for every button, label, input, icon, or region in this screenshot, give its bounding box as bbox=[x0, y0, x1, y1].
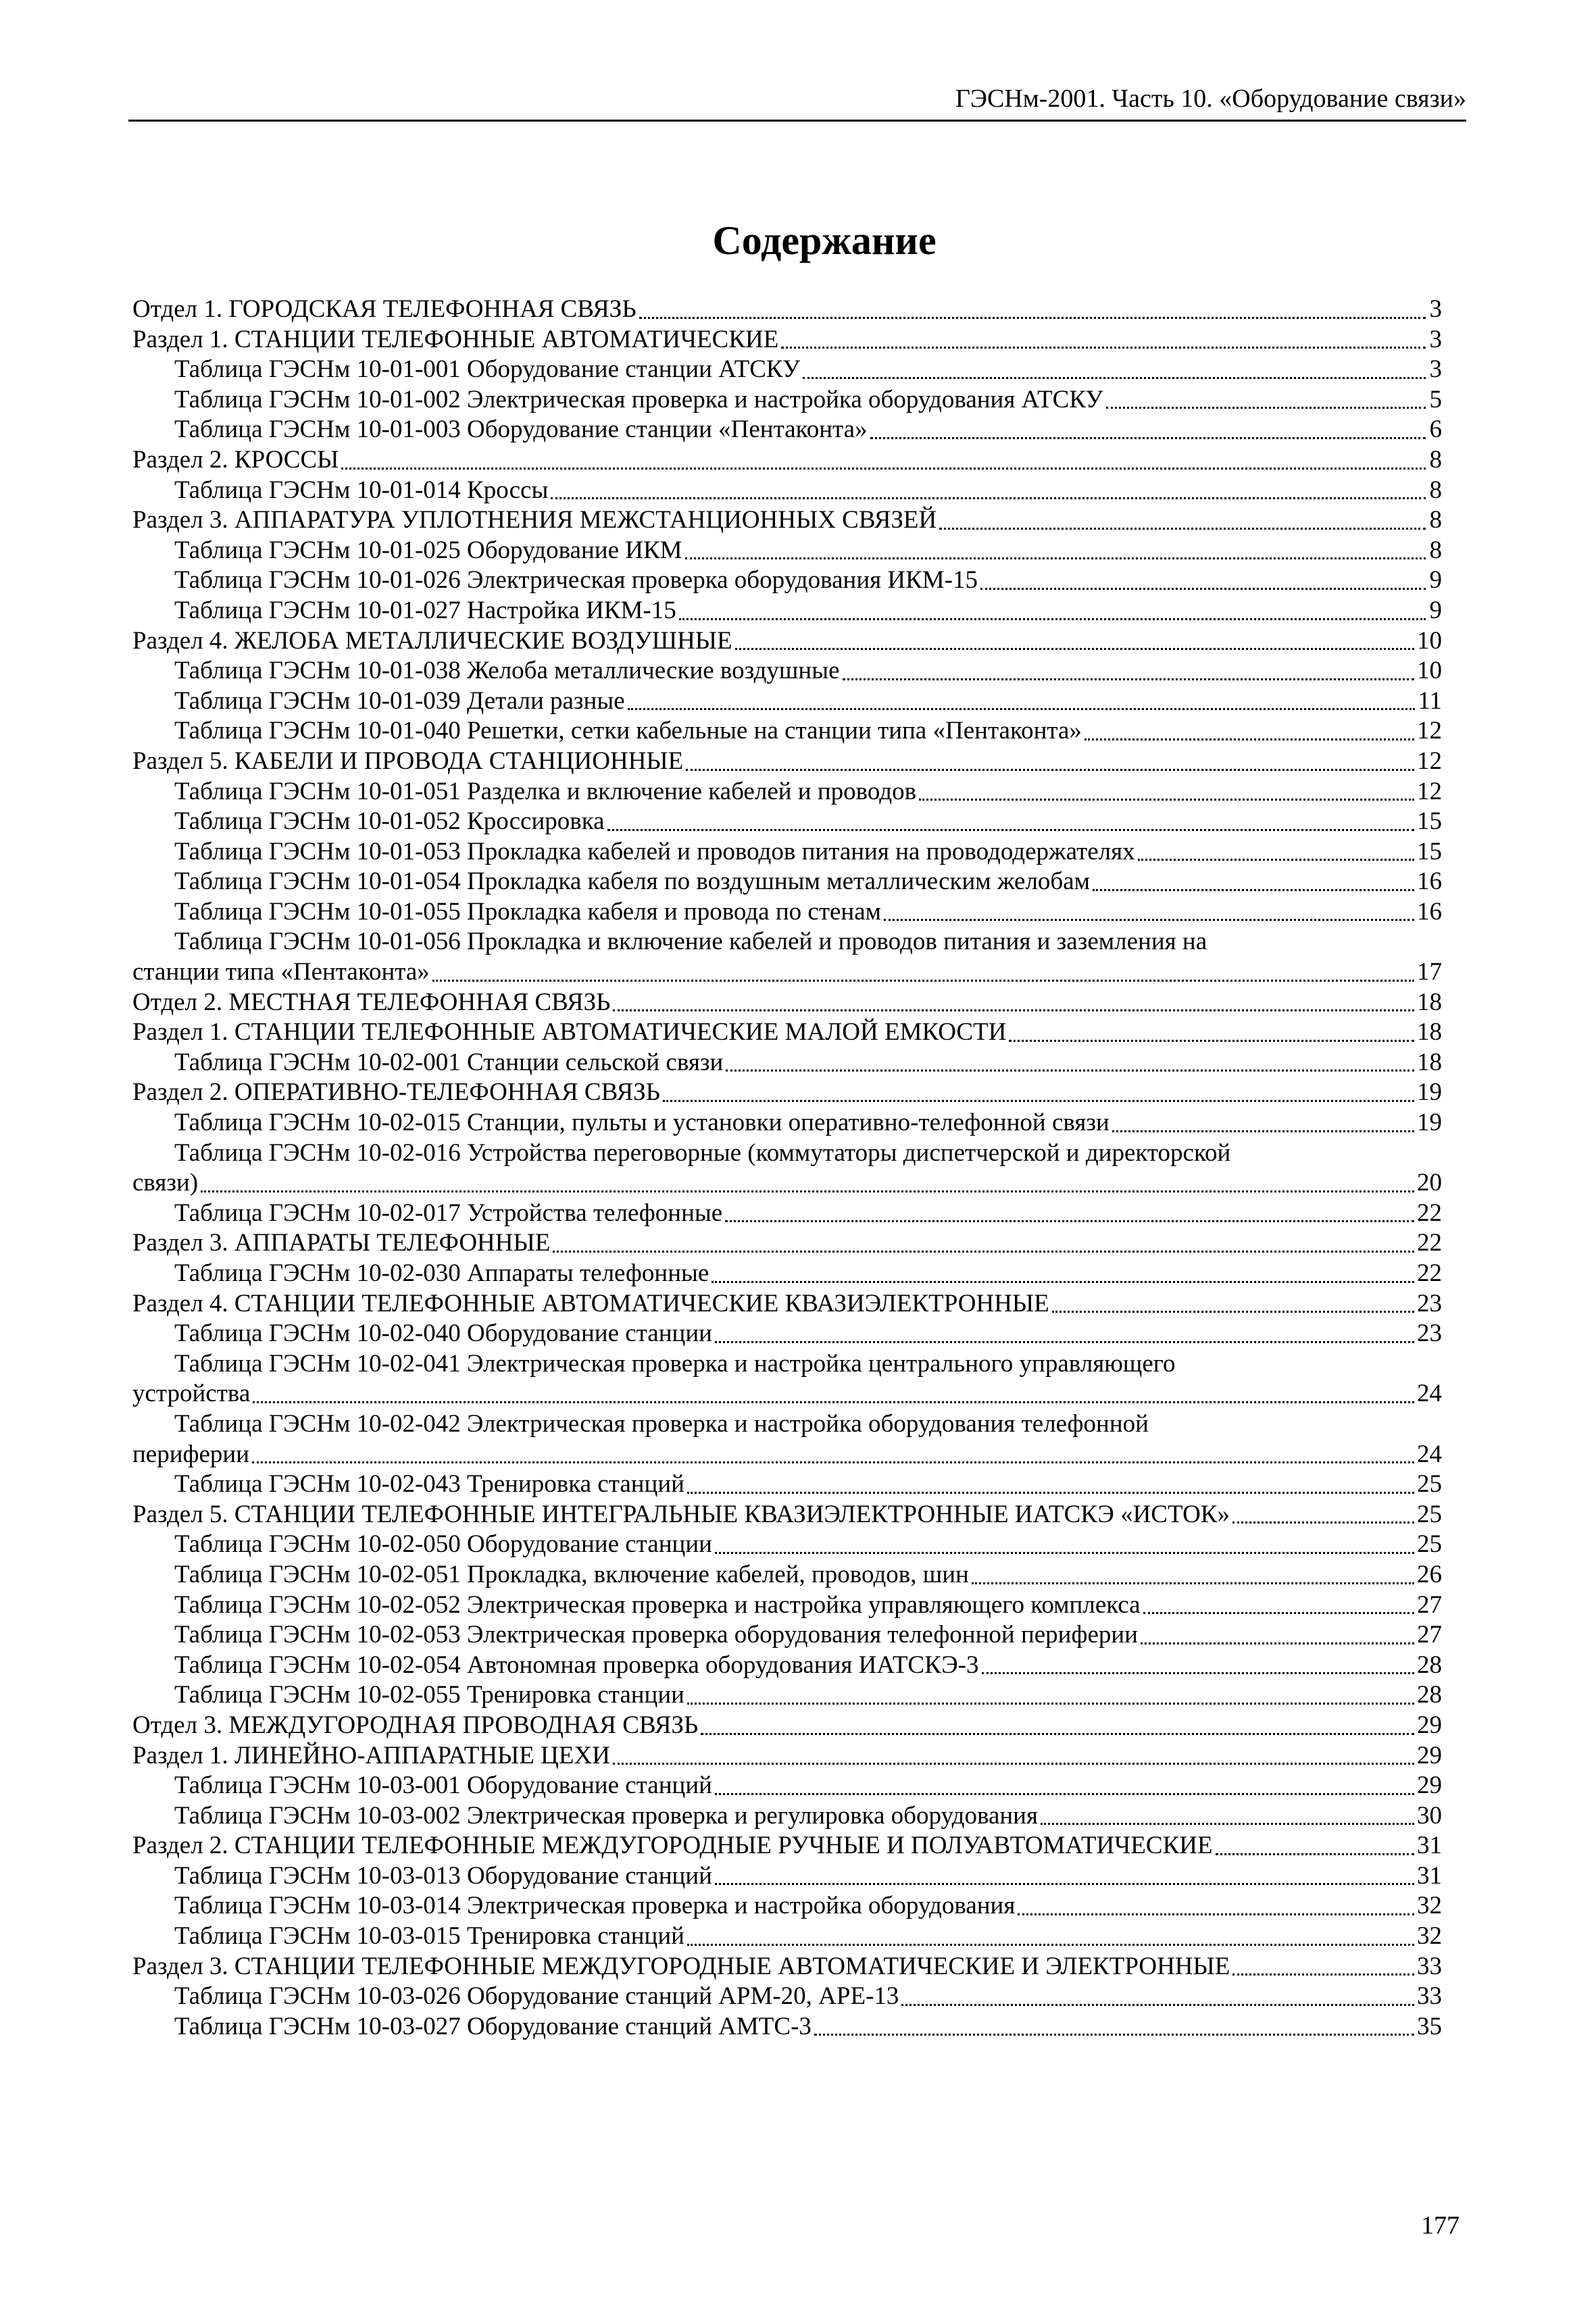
toc-table-entry bbox=[132, 1199, 1442, 1229]
toc-entry-label: Раздел 5. СТАНЦИИ ТЕЛЕФОННЫЕ ИНТЕГРАЛЬНЫЕ КВАЗИЭЛЕКТРОННЫЕ ИАТСКЭ «ИСТОК» bbox=[132, 1500, 1230, 1528]
toc-entry-page: 33 bbox=[1417, 1952, 1442, 1980]
dot-leader bbox=[884, 919, 1414, 921]
toc-entry-label: Таблица ГЭСНм 10-02-043 Тренировка станций bbox=[174, 1470, 684, 1499]
toc-table-entry bbox=[132, 1319, 1442, 1349]
page-number: 177 bbox=[1421, 2211, 1460, 2240]
toc-table-entry bbox=[132, 536, 1442, 566]
toc-entry-page: 18 bbox=[1417, 1048, 1442, 1076]
dot-leader bbox=[972, 1582, 1414, 1584]
toc-table-entry bbox=[132, 1620, 1442, 1651]
toc-entry-label: Отдел 2. МЕСТНАЯ ТЕЛЕФОННАЯ СВЯЗЬ bbox=[132, 988, 611, 1016]
toc-section-entry bbox=[132, 1741, 1442, 1771]
toc-table-entry bbox=[132, 1259, 1442, 1289]
toc-table-entry bbox=[132, 1982, 1442, 2012]
dot-leader bbox=[1141, 1642, 1414, 1644]
toc-entry-label: Таблица ГЭСНм 10-02-001 Станции сельской связи bbox=[174, 1048, 724, 1076]
dot-leader bbox=[712, 1281, 1414, 1283]
toc-entry-label: Таблица ГЭСНм 10-01-001 Оборудование станции АТСКУ bbox=[174, 355, 801, 384]
toc-entry-label: Таблица ГЭСНм 10-02-053 Электрическая проверка оборудования телефонной периферии bbox=[174, 1621, 1138, 1649]
dot-leader bbox=[252, 1461, 1414, 1463]
toc-entry-label: Раздел 1. ЛИНЕЙНО-АППАРАТНЫЕ ЦЕХИ bbox=[132, 1741, 610, 1769]
toc-entry-label: Раздел 4. СТАНЦИИ ТЕЛЕФОННЫЕ АВТОМАТИЧЕСКИЕ КВАЗИЭЛЕКТРОННЫЕ bbox=[132, 1289, 1049, 1317]
toc-entry-page: 16 bbox=[1417, 867, 1442, 896]
dot-leader bbox=[1093, 889, 1414, 891]
toc-section-entry bbox=[132, 988, 1442, 1018]
toc-entry-label: Таблица ГЭСНм 10-01-055 Прокладка кабеля и провода по стенам bbox=[174, 897, 882, 926]
toc-entry-page: 12 bbox=[1417, 747, 1442, 775]
toc-entry-page: 23 bbox=[1417, 1289, 1442, 1317]
dot-leader bbox=[870, 437, 1426, 439]
toc-entry-label: Таблица ГЭСНм 10-02-051 Прокладка, включение кабелей, проводов, шин bbox=[174, 1560, 969, 1588]
toc-entry-label: Таблица ГЭСНм 10-03-027 Оборудование станций АМТС-3 bbox=[174, 2012, 812, 2040]
toc-entry-label: Таблица ГЭСНм 10-02-017 Устройства телефонные bbox=[174, 1199, 723, 1227]
toc-entry-page: 23 bbox=[1417, 1319, 1442, 1348]
toc-entry-page: 8 bbox=[1429, 536, 1442, 564]
toc-table-entry bbox=[132, 476, 1442, 506]
toc-entry-label-continuation: устройства bbox=[132, 1380, 251, 1408]
dot-leader bbox=[201, 1190, 1414, 1192]
toc-entry-label: Таблица ГЭСНм 10-01-051 Разделка и включение кабелей и проводов bbox=[174, 777, 917, 805]
toc-table-entry bbox=[132, 1138, 1442, 1199]
page-title: Содержание bbox=[712, 218, 937, 263]
toc-table-entry bbox=[132, 716, 1442, 747]
dot-leader bbox=[701, 1733, 1414, 1735]
dot-leader bbox=[1216, 1853, 1414, 1855]
dot-leader bbox=[814, 2034, 1414, 2036]
dot-leader bbox=[715, 1552, 1414, 1554]
toc-entry-page: 26 bbox=[1417, 1560, 1442, 1588]
toc-entry-page: 3 bbox=[1429, 355, 1442, 384]
dot-leader bbox=[901, 2004, 1414, 2006]
toc-entry-label: Отдел 3. МЕЖДУГОРОДНАЯ ПРОВОДНАЯ СВЯЗЬ bbox=[132, 1711, 699, 1739]
toc-table-entry bbox=[132, 1921, 1442, 1952]
dot-leader bbox=[1009, 1040, 1414, 1042]
toc-table-entry bbox=[132, 777, 1442, 807]
dot-leader bbox=[553, 1251, 1414, 1253]
dot-leader bbox=[607, 829, 1414, 831]
toc-entry-page: 30 bbox=[1417, 1801, 1442, 1830]
dot-leader bbox=[1052, 1311, 1414, 1313]
toc-entry-label: Раздел 1. СТАНЦИИ ТЕЛЕФОННЫЕ АВТОМАТИЧЕСКИЕ bbox=[132, 325, 779, 353]
toc-table-entry bbox=[132, 1048, 1442, 1078]
toc-table-entry bbox=[132, 355, 1442, 385]
header-rule bbox=[128, 120, 1466, 122]
toc-entry-label: Таблица ГЭСНм 10-01-026 Электрическая проверка оборудования ИКМ-15 bbox=[174, 566, 978, 595]
toc-entry-page: 5 bbox=[1429, 385, 1442, 413]
toc-entry-label: Таблица ГЭСНм 10-02-030 Аппараты телефонные bbox=[174, 1259, 709, 1287]
toc-entry-page: 28 bbox=[1417, 1681, 1442, 1709]
dot-leader bbox=[1138, 859, 1414, 861]
toc-table-entry bbox=[132, 1651, 1442, 1681]
toc-entry-page: 29 bbox=[1417, 1771, 1442, 1800]
dot-leader bbox=[687, 1492, 1414, 1494]
dot-leader bbox=[687, 1944, 1414, 1946]
toc-section-entry bbox=[132, 325, 1442, 355]
toc-entry-page: 31 bbox=[1417, 1861, 1442, 1890]
toc-entry-page: 9 bbox=[1429, 596, 1442, 624]
dot-leader bbox=[725, 1220, 1414, 1222]
toc-entry-label: Таблица ГЭСНм 10-03-001 Оборудование станций bbox=[174, 1771, 712, 1800]
toc-entry-label: Таблица ГЭСНм 10-01-056 Прокладка и включение кабелей и проводов питания и заземления на bbox=[174, 928, 1207, 956]
dot-leader bbox=[1018, 1913, 1414, 1915]
toc-table-entry bbox=[132, 656, 1442, 686]
toc-entry-page: 32 bbox=[1417, 1892, 1442, 1920]
dot-leader bbox=[253, 1401, 1414, 1403]
toc-entry-label: Таблица ГЭСНм 10-02-054 Автономная проверка оборудования ИАТСКЭ-3 bbox=[174, 1651, 979, 1679]
toc-section-entry bbox=[132, 1228, 1442, 1259]
toc-table-entry bbox=[132, 565, 1442, 596]
toc-entry-label: Таблица ГЭСНм 10-01-038 Желоба металлические воздушные bbox=[174, 657, 840, 685]
toc-table-entry bbox=[132, 1409, 1442, 1469]
toc-entry-page: 18 bbox=[1417, 988, 1442, 1016]
toc-entry-label: Таблица ГЭСНм 10-02-050 Оборудование станции bbox=[174, 1530, 712, 1559]
dot-leader bbox=[1112, 1130, 1414, 1132]
toc-entry-label: Отдел 1. ГОРОДСКАЯ ТЕЛЕФОННАЯ СВЯЗЬ bbox=[132, 295, 637, 323]
toc-entry-label: Раздел 3. АППАРАТУРА УПЛОТНЕНИЯ МЕЖСТАНЦИОННЫХ СВЯЗЕЙ bbox=[132, 506, 937, 534]
toc-section-entry bbox=[132, 1711, 1442, 1741]
toc-entry-label: Таблица ГЭСНм 10-01-014 Кроссы bbox=[174, 476, 549, 504]
toc-entry-page: 25 bbox=[1417, 1500, 1442, 1528]
dot-leader bbox=[980, 588, 1426, 590]
toc-table-entry bbox=[132, 867, 1442, 897]
toc-entry-label: Таблица ГЭСНм 10-02-040 Оборудование станции bbox=[174, 1319, 712, 1348]
dot-leader bbox=[663, 1100, 1414, 1102]
toc-entry-label: Таблица ГЭСНм 10-03-026 Оборудование станций АРМ-20, АРЕ-13 bbox=[174, 1982, 899, 2011]
dot-leader bbox=[679, 618, 1426, 620]
toc-section-entry bbox=[132, 295, 1442, 325]
toc-section-entry bbox=[132, 1952, 1442, 1982]
toc-entry-label: Таблица ГЭСНм 10-02-042 Электрическая проверка и настройка оборудования телефонной bbox=[174, 1409, 1149, 1438]
dot-leader bbox=[639, 317, 1426, 319]
toc-table-entry bbox=[132, 1771, 1442, 1801]
toc-entry-label: Раздел 3. АППАРАТЫ ТЕЛЕФОННЫЕ bbox=[132, 1229, 551, 1257]
toc-entry-label: Таблица ГЭСНм 10-02-015 Станции, пульты и установки оперативно-телефонной связи bbox=[174, 1109, 1109, 1137]
toc-entry-page: 22 bbox=[1417, 1229, 1442, 1257]
toc-entry-label: Таблица ГЭСНм 10-01-025 Оборудование ИКМ bbox=[174, 536, 682, 564]
toc-entry-page: 29 bbox=[1417, 1741, 1442, 1769]
toc-section-entry bbox=[132, 1500, 1442, 1530]
toc-table-entry bbox=[132, 807, 1442, 837]
toc-table-entry bbox=[132, 385, 1442, 416]
dot-leader bbox=[982, 1672, 1415, 1674]
toc-entry-label: Таблица ГЭСНм 10-01-053 Прокладка кабелей и проводов питания на провододержателях bbox=[174, 837, 1135, 865]
toc-entry-label: Раздел 5. КАБЕЛИ И ПРОВОДА СТАНЦИОННЫЕ bbox=[132, 747, 684, 775]
toc-entry-page: 15 bbox=[1417, 807, 1442, 836]
toc-entry-label-continuation: периферии bbox=[132, 1440, 250, 1468]
toc-entry-label: Таблица ГЭСНм 10-01-054 Прокладка кабеля по воздушным металлическим желобам bbox=[174, 867, 1091, 896]
toc-table-entry bbox=[132, 415, 1442, 445]
dot-leader bbox=[341, 468, 1426, 470]
toc-entry-page: 20 bbox=[1417, 1169, 1442, 1197]
toc-entry-page: 29 bbox=[1417, 1711, 1442, 1739]
toc-entry-page: 6 bbox=[1429, 416, 1442, 444]
toc-entry-label: Таблица ГЭСНм 10-03-013 Оборудование станций bbox=[174, 1861, 712, 1890]
toc-entry-label: Таблица ГЭСНм 10-02-041 Электрическая проверка и настройка центрального управляющего bbox=[174, 1349, 1176, 1378]
dot-leader bbox=[1232, 1973, 1414, 1976]
dot-leader bbox=[628, 708, 1416, 710]
toc-table-entry bbox=[132, 1891, 1442, 1921]
toc-entry-label: Таблица ГЭСНм 10-02-055 Тренировка станции bbox=[174, 1681, 684, 1709]
toc-section-entry bbox=[132, 1078, 1442, 1108]
toc-entry-page: 27 bbox=[1417, 1590, 1442, 1619]
toc-entry-label: Таблица ГЭСНм 10-03-014 Электрическая проверка и настройка оборудования bbox=[174, 1892, 1016, 1920]
dot-leader bbox=[1084, 738, 1414, 740]
toc-entry-page: 3 bbox=[1429, 325, 1442, 353]
toc-table-entry bbox=[132, 1861, 1442, 1892]
toc-entry-page: 17 bbox=[1417, 958, 1442, 986]
toc-entry-page: 18 bbox=[1417, 1018, 1442, 1047]
toc-entry-page: 24 bbox=[1417, 1440, 1442, 1468]
toc-entry-page: 10 bbox=[1417, 626, 1442, 655]
toc-section-entry bbox=[132, 1831, 1442, 1861]
toc-entry-label: Раздел 4. ЖЕЛОБА МЕТАЛЛИЧЕСКИЕ ВОЗДУШНЫЕ bbox=[132, 626, 732, 655]
toc-table-entry bbox=[132, 686, 1442, 717]
toc-entry-page: 27 bbox=[1417, 1621, 1442, 1649]
dot-leader bbox=[687, 1703, 1414, 1705]
toc-table-entry bbox=[132, 2012, 1442, 2042]
toc-entry-label: Таблица ГЭСНм 10-01-040 Решетки, сетки кабельные на станции типа «Пентаконта» bbox=[174, 717, 1082, 745]
toc-entry-label: Таблица ГЭСНм 10-03-015 Тренировка станций bbox=[174, 1922, 684, 1951]
toc-entry-label: Таблица ГЭСНм 10-03-002 Электрическая проверка и регулировка оборудования bbox=[174, 1801, 1038, 1830]
toc-entry-page: 8 bbox=[1429, 506, 1442, 534]
toc-table-entry bbox=[132, 1801, 1442, 1832]
toc-section-entry bbox=[132, 1017, 1442, 1048]
toc-table-entry bbox=[132, 927, 1442, 987]
toc-entry-label: Таблица ГЭСНм 10-01-002 Электрическая проверка и настройка оборудования АТСКУ bbox=[174, 385, 1103, 413]
toc-entry-page: 25 bbox=[1417, 1470, 1442, 1499]
toc-entry-page: 28 bbox=[1417, 1651, 1442, 1679]
toc-entry-label: Таблица ГЭСНм 10-01-052 Кроссировка bbox=[174, 807, 605, 836]
toc-entry-label: Таблица ГЭСНм 10-01-027 Настройка ИКМ-15 bbox=[174, 596, 676, 624]
toc-entry-label: Таблица ГЭСНм 10-01-003 Оборудование станции «Пентаконта» bbox=[174, 416, 868, 444]
toc-entry-page: 12 bbox=[1417, 717, 1442, 745]
toc-entry-label: Раздел 2. КРОССЫ bbox=[132, 445, 339, 474]
toc-table-entry bbox=[132, 1349, 1442, 1409]
dot-leader bbox=[1041, 1823, 1414, 1825]
toc-entry-page: 32 bbox=[1417, 1922, 1442, 1951]
toc-table-entry bbox=[132, 1469, 1442, 1500]
toc-entry-page: 10 bbox=[1417, 657, 1442, 685]
dot-leader bbox=[1143, 1612, 1414, 1614]
dot-leader bbox=[613, 1009, 1414, 1011]
toc-table-entry bbox=[132, 1108, 1442, 1138]
toc-entry-page: 25 bbox=[1417, 1530, 1442, 1559]
dot-leader bbox=[803, 377, 1426, 379]
dot-leader bbox=[432, 980, 1414, 982]
toc-entry-page: 15 bbox=[1417, 837, 1442, 865]
dot-leader bbox=[686, 769, 1414, 771]
toc-entry-page: 16 bbox=[1417, 897, 1442, 926]
dot-leader bbox=[726, 1070, 1414, 1072]
toc-entry-page: 33 bbox=[1417, 1982, 1442, 2011]
toc-entry-page: 35 bbox=[1417, 2012, 1442, 2040]
dot-leader bbox=[1106, 407, 1426, 409]
toc-entry-label: Раздел 1. СТАНЦИИ ТЕЛЕФОННЫЕ АВТОМАТИЧЕСКИЕ МАЛОЙ ЕМКОСТИ bbox=[132, 1018, 1007, 1047]
toc-table-entry bbox=[132, 596, 1442, 626]
toc-section-entry bbox=[132, 445, 1442, 476]
toc-section-entry bbox=[132, 505, 1442, 536]
toc-table-entry bbox=[132, 1680, 1442, 1711]
toc-entry-page: 8 bbox=[1429, 476, 1442, 504]
dot-leader bbox=[781, 347, 1426, 349]
toc-entry-page: 24 bbox=[1417, 1380, 1442, 1408]
dot-leader bbox=[735, 648, 1414, 650]
toc-entry-label: Раздел 3. СТАНЦИИ ТЕЛЕФОННЫЕ МЕЖДУГОРОДНЫЕ АВТОМАТИЧЕСКИЕ И ЭЛЕКТРОННЫЕ bbox=[132, 1952, 1230, 1980]
toc-entry-page: 31 bbox=[1417, 1832, 1442, 1860]
dot-leader bbox=[551, 497, 1426, 499]
toc-entry-page: 19 bbox=[1417, 1109, 1442, 1137]
toc-entry-page: 19 bbox=[1417, 1078, 1442, 1107]
toc-table-entry bbox=[132, 837, 1442, 867]
dot-leader bbox=[919, 799, 1414, 801]
toc-entry-page: 8 bbox=[1429, 445, 1442, 474]
toc-table-entry bbox=[132, 1590, 1442, 1621]
toc-entry-page: 9 bbox=[1429, 566, 1442, 595]
toc-entry-label-continuation: станции типа «Пентаконта» bbox=[132, 958, 430, 986]
dot-leader bbox=[843, 678, 1415, 680]
dot-leader bbox=[939, 528, 1426, 530]
toc-entry-page: 12 bbox=[1417, 777, 1442, 805]
toc-entry-label: Таблица ГЭСНм 10-01-039 Детали разные bbox=[174, 686, 625, 715]
toc-section-entry bbox=[132, 626, 1442, 657]
dot-leader bbox=[1232, 1521, 1414, 1524]
toc-entry-label: Раздел 2. СТАНЦИИ ТЕЛЕФОННЫЕ МЕЖДУГОРОДНЫЕ РУЧНЫЕ И ПОЛУАВТОМАТИЧЕСКИЕ bbox=[132, 1832, 1213, 1860]
toc-entry-page: 22 bbox=[1417, 1199, 1442, 1227]
toc-section-entry bbox=[132, 747, 1442, 777]
dot-leader bbox=[685, 557, 1426, 559]
dot-leader bbox=[715, 1793, 1414, 1795]
toc-table-entry bbox=[132, 1530, 1442, 1560]
toc-entry-page: 22 bbox=[1417, 1259, 1442, 1287]
toc-section-entry bbox=[132, 1289, 1442, 1319]
dot-leader bbox=[715, 1883, 1414, 1885]
table-of-contents bbox=[132, 295, 1442, 2042]
toc-entry-page: 3 bbox=[1429, 295, 1442, 323]
toc-table-entry bbox=[132, 897, 1442, 928]
toc-entry-label-continuation: связи) bbox=[132, 1169, 199, 1197]
toc-table-entry bbox=[132, 1560, 1442, 1590]
toc-entry-label: Таблица ГЭСНм 10-02-052 Электрическая проверка и настройка управляющего комплекса bbox=[174, 1590, 1141, 1619]
dot-leader bbox=[715, 1341, 1414, 1343]
running-header: ГЭСНм-2001. Часть 10. «Оборудование связи» bbox=[955, 84, 1466, 113]
dot-leader bbox=[613, 1763, 1414, 1765]
toc-entry-page: 11 bbox=[1418, 686, 1442, 715]
toc-entry-label: Раздел 2. ОПЕРАТИВНО-ТЕЛЕФОННАЯ СВЯЗЬ bbox=[132, 1078, 660, 1107]
toc-entry-label: Таблица ГЭСНм 10-02-016 Устройства переговорные (коммутаторы диспетчерской и директорской bbox=[174, 1138, 1231, 1167]
